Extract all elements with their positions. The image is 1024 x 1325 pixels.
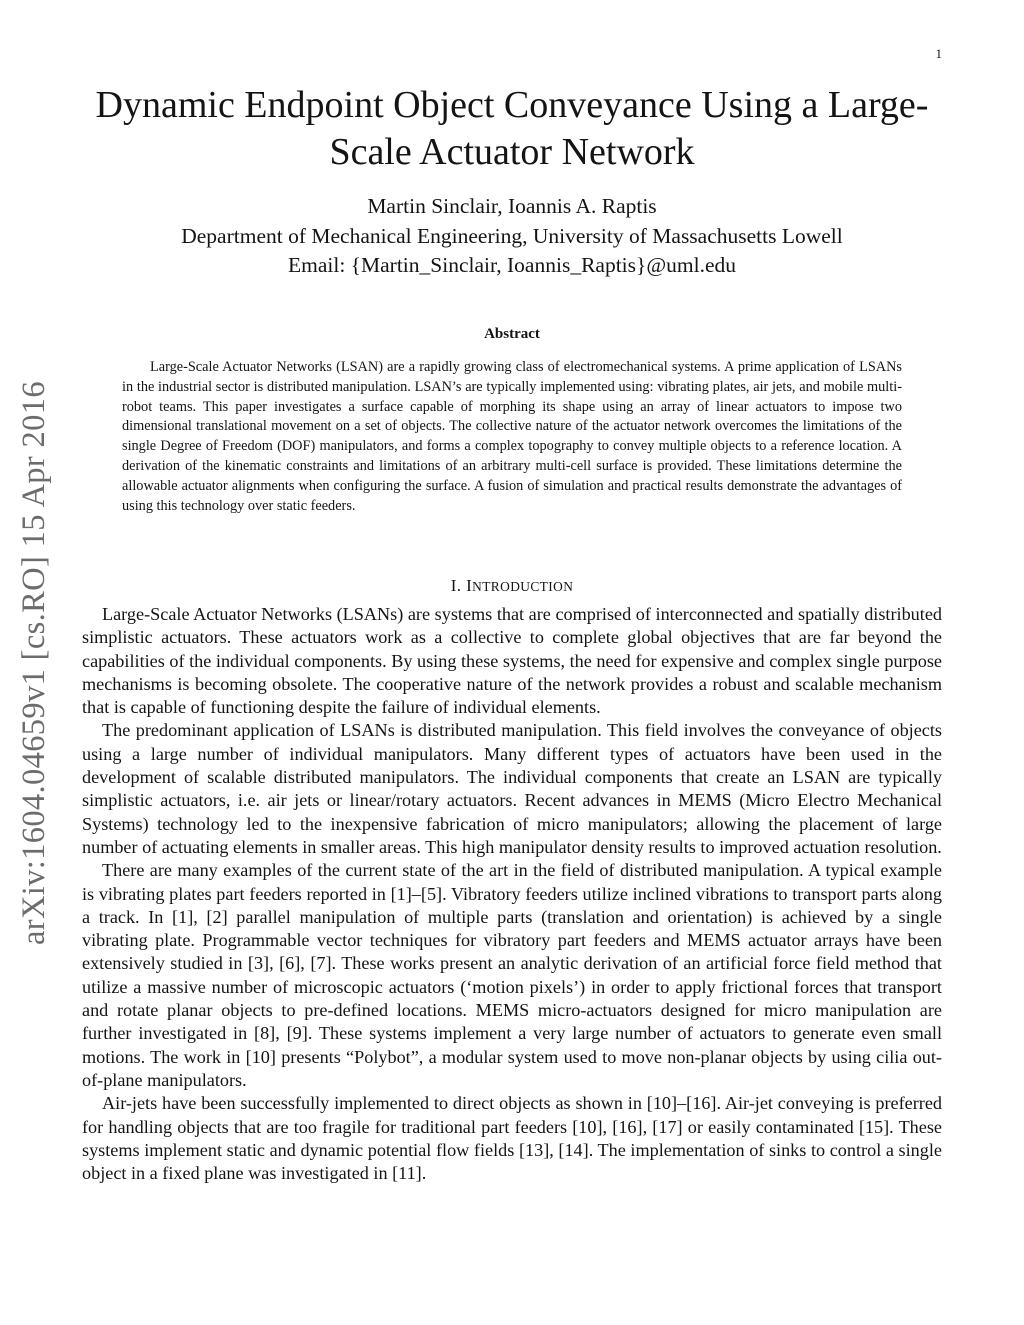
author-email: Email: {Martin_Sinclair, Ioannis_Raptis}@uml.edu bbox=[287, 253, 736, 277]
body-paragraph: Large-Scale Actuator Networks (LSANs) are systems that are comprised of interconnected and spatially distributed simplistic actuators. These actuators work as a collective to complete global objectives that are far beyond the capabilities of the individual components. By using these systems, the need for expensive and complex single purpose mechanisms is becoming obsolete. The cooperative nature of the network provides a robust and scalable mechanism that is capable of functioning despite the failure of individual elements. bbox=[82, 604, 942, 718]
introduction-body bbox=[82, 603, 942, 1185]
author-names: Martin Sinclair, Ioannis A. Raptis bbox=[367, 194, 657, 218]
section-numeral: I. bbox=[450, 576, 467, 595]
author-affiliation: Department of Mechanical Engineering, University of Massachusetts Lowell bbox=[181, 223, 843, 248]
section-title-rest: NTRODUCTION bbox=[472, 579, 574, 594]
author-block bbox=[80, 192, 944, 281]
abstract-heading: Abstract bbox=[484, 326, 540, 342]
body-paragraph: There are many examples of the current state of the art in the field of distributed manipulation. A typical example is vibrating plates part feeders reported in [1]–[5]. Vibratory feeders utilize inclined vibrations to transport parts along a track. In [1], [2] parallel manipulation of multiple parts (translation and orientation) is achieved by a single vibrating plate. Programmable vector techniques for vibratory part feeders and MEMS actuator arrays have been extensively studied in [3], [6], [7]. These works present an analytic derivation of an artificial force field method that utilize a massive number of microscopic actuators (‘motion pixels’) in order to apply frictional forces that transport and rotate planar objects to pre-defined locations. MEMS micro-actuators designed for micro manipulation are further investigated in [8], [9]. These systems implement a very large number of actuators to generate even small motions. The work in [10] presents “Polybot”, a modular system used to move non-planar objects by using cilia out-of-plane manipulators. bbox=[82, 860, 942, 1090]
section-heading-introduction bbox=[312, 576, 712, 596]
paper-title: Dynamic Endpoint Object Conveyance Using a Large-Scale Actuator Network bbox=[95, 84, 929, 173]
section-title-initial: I bbox=[466, 576, 473, 595]
body-paragraph: The predominant application of LSANs is distributed manipulation. This field involves the conveyance of objects using a large number of individual manipulators. Many different types of actuators have been used in the development of scalable distributed manipulators. The individual components that create an LSAN are typically simplistic actuators, i.e. air jets or linear/rotary actuators. Recent advances in MEMS (Micro Electro Mechanical Systems) technology led to the inexpensive fabrication of micro manipulators; allowing the placement of large number of actuating elements in smaller areas. This high manipulator density results to improved actuation resolution. bbox=[82, 720, 942, 857]
body-paragraph: Air-jets have been successfully implemented to direct objects as shown in [10]–[16]. Air-jet conveying is preferred for handling objects that are too fragile for traditional part feeders [10], [16], [17] or easily contaminated [15]. These systems implement static and dynamic potential flow fields [13], [14]. The implementation of sinks to control a single object in a fixed plane was investigated in [11]. bbox=[82, 1093, 942, 1184]
abstract-body: Large-Scale Actuator Networks (LSAN) are a rapidly growing class of electromechanical systems. A prime application of LSANs in the industrial sector is distributed manipulation. LSAN’s are typically implemented using: vibrating plates, air jets, and mobile multi-robot teams. This paper investigates a surface capable of morphing its shape using an array of linear actuators to impose two dimensional translational movement on a set of objects. The collective nature of the actuator network overcomes the limitations of the single Degree of Freedom (DOF) manipulators, and forms a complex topography to convey multiple objects to a reference location. A derivation of the kinematic constraints and limitations of an arbitrary multi-cell surface is provided. These limitations determine the allowable actuator alignments when configuring the surface. A fusion of simulation and practical results demonstrate the advantages of using this technology over static feeders. bbox=[122, 359, 902, 514]
arxiv-identifier-stamp[interactable]: arXiv:1604.04659v1 [cs.RO] 15 Apr 2016 bbox=[16, 381, 52, 945]
page-number: 1 bbox=[935, 46, 942, 61]
